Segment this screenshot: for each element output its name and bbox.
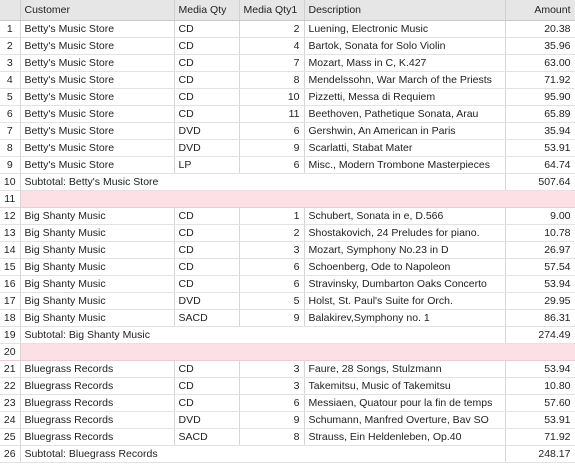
row-number-cell: 19 xyxy=(0,327,20,344)
description-cell[interactable]: Schumann, Manfred Overture, Bav SO xyxy=(304,412,505,429)
description-cell[interactable]: Luening, Electronic Music xyxy=(304,21,505,38)
amount-cell[interactable]: 57.60 xyxy=(505,395,575,412)
amount-cell[interactable]: 10.78 xyxy=(505,225,575,242)
separator-row[interactable] xyxy=(0,191,575,208)
table-row[interactable] xyxy=(0,21,575,38)
row-number-cell: 4 xyxy=(0,72,20,89)
customer-cell[interactable]: Betty's Music Store xyxy=(20,140,174,157)
description-cell[interactable]: Mendelssohn, War March of the Priests xyxy=(304,72,505,89)
quantity-cell[interactable]: 3 xyxy=(239,378,304,395)
column-header-media-qty1[interactable]: Media Qty1 xyxy=(239,0,304,21)
customer-cell[interactable]: Betty's Music Store xyxy=(20,123,174,140)
grid-body xyxy=(0,21,575,463)
row-number-cell: 14 xyxy=(0,242,20,259)
quantity-cell[interactable]: 2 xyxy=(239,225,304,242)
media-cell[interactable]: DVD xyxy=(174,140,239,157)
row-number-cell: 12 xyxy=(0,208,20,225)
customer-cell[interactable]: Betty's Music Store xyxy=(20,106,174,123)
customer-cell[interactable]: Big Shanty Music xyxy=(20,225,174,242)
quantity-cell[interactable]: 1 xyxy=(239,208,304,225)
customer-cell[interactable]: Betty's Music Store xyxy=(20,89,174,106)
amount-cell[interactable]: 65.89 xyxy=(505,106,575,123)
amount-cell[interactable]: 53.94 xyxy=(505,361,575,378)
row-number-cell: 7 xyxy=(0,123,20,140)
media-cell[interactable]: CD xyxy=(174,225,239,242)
customer-cell[interactable]: Big Shanty Music xyxy=(20,208,174,225)
description-cell[interactable]: Beethoven, Pathetique Sonata, Arau xyxy=(304,106,505,123)
customer-cell[interactable]: Bluegrass Records xyxy=(20,412,174,429)
table-row[interactable] xyxy=(0,106,575,123)
quantity-cell[interactable]: 8 xyxy=(239,429,304,446)
table-row[interactable] xyxy=(0,293,575,310)
table-row[interactable] xyxy=(0,157,575,174)
subtotal-label-cell[interactable]: Subtotal: Big Shanty Music xyxy=(20,327,505,344)
table-row[interactable] xyxy=(0,123,575,140)
amount-cell[interactable]: 64.74 xyxy=(505,157,575,174)
row-number-cell: 9 xyxy=(0,157,20,174)
row-number-cell: 18 xyxy=(0,310,20,327)
subtotal-label-cell[interactable]: Subtotal: Bluegrass Records xyxy=(20,446,505,463)
media-cell[interactable]: CD xyxy=(174,21,239,38)
quantity-cell[interactable]: 5 xyxy=(239,293,304,310)
table-row[interactable] xyxy=(0,412,575,429)
column-header-customer[interactable]: Customer xyxy=(20,0,174,21)
table-row[interactable] xyxy=(0,378,575,395)
row-number-cell: 10 xyxy=(0,174,20,191)
row-number-cell: 26 xyxy=(0,446,20,463)
description-cell[interactable]: Schubert, Sonata in e, D.566 xyxy=(304,208,505,225)
amount-cell[interactable]: 35.96 xyxy=(505,38,575,55)
row-number-cell: 2 xyxy=(0,38,20,55)
media-cell[interactable]: SACD xyxy=(174,429,239,446)
description-cell[interactable]: Holst, St. Paul's Suite for Orch. xyxy=(304,293,505,310)
description-cell[interactable]: Takemitsu, Music of Takemitsu xyxy=(304,378,505,395)
quantity-cell[interactable]: 10 xyxy=(239,89,304,106)
amount-cell[interactable]: 53.94 xyxy=(505,276,575,293)
quantity-cell[interactable]: 4 xyxy=(239,38,304,55)
media-cell[interactable]: CD xyxy=(174,395,239,412)
description-cell[interactable]: Schoenberg, Ode to Napoleon xyxy=(304,259,505,276)
customer-cell[interactable]: Betty's Music Store xyxy=(20,157,174,174)
subtotal-amount-cell[interactable]: 248.17 xyxy=(505,446,575,463)
row-number-cell: 13 xyxy=(0,225,20,242)
row-number-cell: 15 xyxy=(0,259,20,276)
amount-cell[interactable]: 29.95 xyxy=(505,293,575,310)
amount-cell[interactable]: 35.94 xyxy=(505,123,575,140)
table-row[interactable] xyxy=(0,208,575,225)
customer-cell[interactable]: Betty's Music Store xyxy=(20,72,174,89)
row-number-cell: 6 xyxy=(0,106,20,123)
amount-cell[interactable]: 9.00 xyxy=(505,208,575,225)
quantity-cell[interactable]: 9 xyxy=(239,140,304,157)
separator-cell xyxy=(20,344,575,361)
media-cell[interactable]: CD xyxy=(174,55,239,72)
subtotal-row[interactable] xyxy=(0,174,575,191)
media-cell[interactable]: CD xyxy=(174,106,239,123)
customer-cell[interactable]: Big Shanty Music xyxy=(20,293,174,310)
quantity-cell[interactable]: 9 xyxy=(239,310,304,327)
row-number-cell: 17 xyxy=(0,293,20,310)
subtotal-row[interactable] xyxy=(0,327,575,344)
table-row[interactable] xyxy=(0,225,575,242)
description-cell[interactable]: Mozart, Mass in C, K.427 xyxy=(304,55,505,72)
description-cell[interactable]: Mozart, Symphony No.23 in D xyxy=(304,242,505,259)
quantity-cell[interactable]: 3 xyxy=(239,242,304,259)
amount-cell[interactable]: 57.54 xyxy=(505,259,575,276)
customer-cell[interactable]: Big Shanty Music xyxy=(20,276,174,293)
description-cell[interactable]: Scarlatti, Stabat Mater xyxy=(304,140,505,157)
customer-cell[interactable]: Bluegrass Records xyxy=(20,429,174,446)
subtotal-amount-cell[interactable]: 507.64 xyxy=(505,174,575,191)
row-number-cell: 24 xyxy=(0,412,20,429)
amount-cell[interactable]: 71.92 xyxy=(505,72,575,89)
customer-cell[interactable]: Bluegrass Records xyxy=(20,361,174,378)
customer-cell[interactable]: Betty's Music Store xyxy=(20,55,174,72)
description-cell[interactable]: Bartok, Sonata for Solo Violin xyxy=(304,38,505,55)
quantity-cell[interactable]: 6 xyxy=(239,157,304,174)
table-row[interactable] xyxy=(0,55,575,72)
table-row[interactable] xyxy=(0,259,575,276)
description-cell[interactable]: Shostakovich, 24 Preludes for piano. xyxy=(304,225,505,242)
column-header-amount[interactable]: Amount xyxy=(505,0,575,21)
table-row[interactable] xyxy=(0,72,575,89)
row-number-cell: 5 xyxy=(0,89,20,106)
description-cell[interactable]: Misc., Modern Trombone Masterpieces xyxy=(304,157,505,174)
customer-cell[interactable]: Bluegrass Records xyxy=(20,378,174,395)
media-cell[interactable]: CD xyxy=(174,38,239,55)
media-cell[interactable]: CD xyxy=(174,208,239,225)
row-number-cell: 25 xyxy=(0,429,20,446)
quantity-cell[interactable]: 3 xyxy=(239,361,304,378)
table-row[interactable] xyxy=(0,140,575,157)
amount-cell[interactable]: 63.00 xyxy=(505,55,575,72)
customer-cell[interactable]: Big Shanty Music xyxy=(20,310,174,327)
row-number-cell: 8 xyxy=(0,140,20,157)
customer-cell[interactable]: Betty's Music Store xyxy=(20,21,174,38)
quantity-cell[interactable]: 6 xyxy=(239,123,304,140)
media-cell[interactable]: DVD xyxy=(174,412,239,429)
media-cell[interactable]: CD xyxy=(174,361,239,378)
amount-cell[interactable]: 86.31 xyxy=(505,310,575,327)
table-row[interactable] xyxy=(0,361,575,378)
media-cell[interactable]: DVD xyxy=(174,293,239,310)
media-cell[interactable]: CD xyxy=(174,259,239,276)
amount-cell[interactable]: 10.80 xyxy=(505,378,575,395)
customer-cell[interactable]: Big Shanty Music xyxy=(20,242,174,259)
media-cell[interactable]: LP xyxy=(174,157,239,174)
row-number-cell: 20 xyxy=(0,344,20,361)
subtotal-row[interactable] xyxy=(0,446,575,463)
row-number-cell: 3 xyxy=(0,55,20,72)
customer-cell[interactable]: Betty's Music Store xyxy=(20,38,174,55)
customer-cell[interactable]: Big Shanty Music xyxy=(20,259,174,276)
table-row[interactable] xyxy=(0,429,575,446)
row-number-header[interactable] xyxy=(0,0,20,21)
quantity-cell[interactable]: 7 xyxy=(239,55,304,72)
separator-row[interactable] xyxy=(0,344,575,361)
subtotal-amount-cell[interactable]: 274.49 xyxy=(505,327,575,344)
amount-cell[interactable]: 53.91 xyxy=(505,140,575,157)
media-cell[interactable]: CD xyxy=(174,276,239,293)
table-row[interactable] xyxy=(0,310,575,327)
separator-cell xyxy=(20,191,575,208)
quantity-cell[interactable]: 2 xyxy=(239,21,304,38)
column-header-description[interactable]: Description xyxy=(304,0,505,21)
media-cell[interactable]: CD xyxy=(174,242,239,259)
table-row[interactable] xyxy=(0,89,575,106)
quantity-cell[interactable]: 6 xyxy=(239,259,304,276)
amount-cell[interactable]: 53.91 xyxy=(505,412,575,429)
header-row xyxy=(0,0,575,21)
amount-cell[interactable]: 20.38 xyxy=(505,21,575,38)
customer-cell[interactable]: Bluegrass Records xyxy=(20,395,174,412)
table-row[interactable] xyxy=(0,38,575,55)
media-cell[interactable]: CD xyxy=(174,378,239,395)
quantity-cell[interactable]: 9 xyxy=(239,412,304,429)
row-number-cell: 11 xyxy=(0,191,20,208)
description-cell[interactable]: Pizzetti, Messa di Requiem xyxy=(304,89,505,106)
description-cell[interactable]: Faure, 28 Songs, Stulzmann xyxy=(304,361,505,378)
description-cell[interactable]: Strauss, Ein Heldenleben, Op.40 xyxy=(304,429,505,446)
amount-cell[interactable]: 26.97 xyxy=(505,242,575,259)
table-row[interactable] xyxy=(0,242,575,259)
row-number-cell: 16 xyxy=(0,276,20,293)
description-cell[interactable]: Stravinsky, Dumbarton Oaks Concerto xyxy=(304,276,505,293)
quantity-cell[interactable]: 11 xyxy=(239,106,304,123)
row-number-cell: 22 xyxy=(0,378,20,395)
quantity-cell[interactable]: 6 xyxy=(239,395,304,412)
table-row[interactable] xyxy=(0,276,575,293)
amount-cell[interactable]: 95.90 xyxy=(505,89,575,106)
description-cell[interactable]: Gershwin, An American in Paris xyxy=(304,123,505,140)
row-number-cell: 21 xyxy=(0,361,20,378)
media-cell[interactable]: CD xyxy=(174,72,239,89)
row-number-cell: 23 xyxy=(0,395,20,412)
quantity-cell[interactable]: 8 xyxy=(239,72,304,89)
description-cell[interactable]: Messiaen, Quatour pour la fin de temps xyxy=(304,395,505,412)
table-row[interactable] xyxy=(0,395,575,412)
column-header-media-qty[interactable]: Media Qty xyxy=(174,0,239,21)
quantity-cell[interactable]: 6 xyxy=(239,276,304,293)
grid-header xyxy=(0,0,575,21)
media-cell[interactable]: DVD xyxy=(174,123,239,140)
row-number-cell: 1 xyxy=(0,21,20,38)
description-cell[interactable]: Balakirev,Symphony no. 1 xyxy=(304,310,505,327)
amount-cell[interactable]: 71.92 xyxy=(505,429,575,446)
subtotal-label-cell[interactable]: Subtotal: Betty's Music Store xyxy=(20,174,505,191)
media-cell[interactable]: CD xyxy=(174,89,239,106)
media-cell[interactable]: SACD xyxy=(174,310,239,327)
